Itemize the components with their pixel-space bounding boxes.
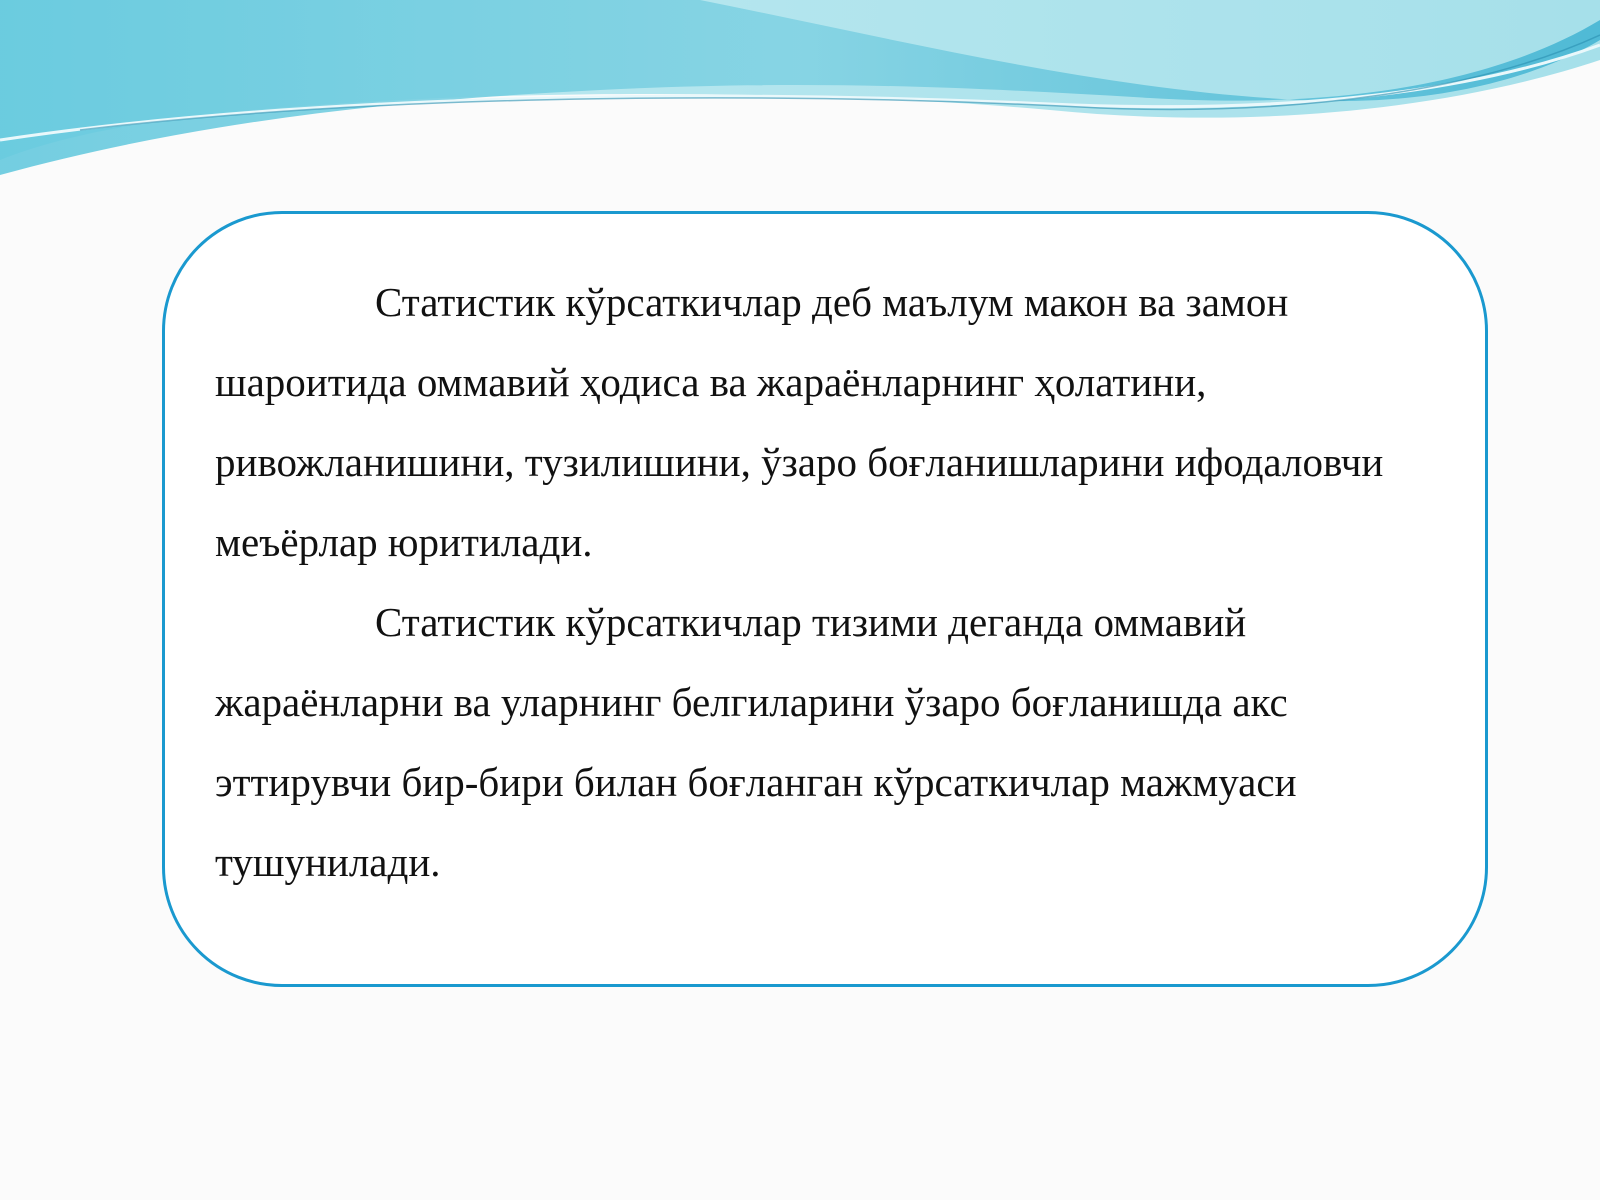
wave-banner	[0, 0, 1600, 200]
paragraph-definition: Статистик кўрсаткичлар деб маълум макон ва замон шароитида оммавий ҳодиса ва жараёнларнинг ҳолатини, ривожланишини, тузилишини, ўзаро боғланишларини ифодаловчи меъёрлар юритилади.	[215, 279, 1384, 565]
text-block	[215, 262, 1445, 902]
content-box	[162, 211, 1488, 987]
paragraph-system: Статистик кўрсаткичлар тизими деганда оммавий жараёнларни ва уларнинг белгиларини ўзаро боғланишда акс эттирувчи бир-бири билан боғланган кўрсаткичлар мажмуаси тушунилади.	[215, 599, 1297, 885]
